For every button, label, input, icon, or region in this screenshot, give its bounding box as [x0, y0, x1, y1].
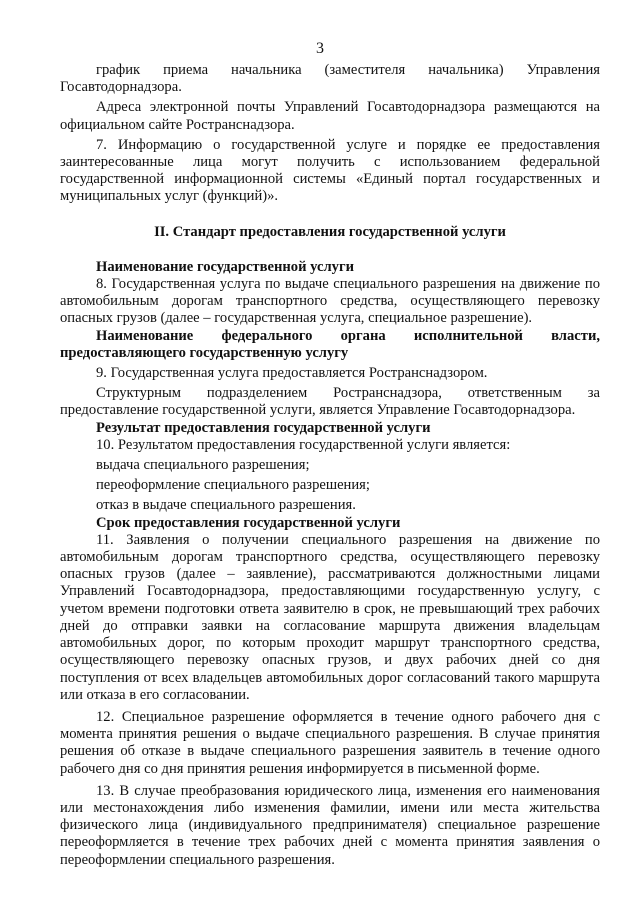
- heading-result: Результат предоставления государственной услуги: [96, 419, 431, 436]
- heading-service-name: Наименование государственной услуги: [96, 258, 354, 275]
- document-body: [60, 62, 600, 869]
- section-title: II. Стандарт предоставления государственной услуги: [154, 223, 506, 240]
- paragraph-10: 10. Результатом предоставления государственной услуги является:: [96, 436, 511, 453]
- paragraph-9: 9. Государственная услуга предоставляется Ространснадзором.: [96, 365, 488, 382]
- paragraph-structural-unit: Структурным подразделением Ространснадзора, ответственным за предоставление государственной услуги, является Управление Госавтодорнадзора.: [60, 385, 600, 419]
- result-item-refusal: отказ в выдаче специального разрешения.: [96, 497, 356, 514]
- page-number: 3: [316, 40, 324, 57]
- paragraph-7: 7. Информацию о государственной услуге и порядке ее предоставления заинтересованные лица могут получить с использованием федеральной государственной информационной системы «Единый портал государственных и муниципальных услуг (функций)».: [60, 136, 600, 205]
- paragraph-11: 11. Заявления о получении специального разрешения на движение по автомобильным дорогам транспортного средства, осуществляющего перевозку опасных грузов (далее – заявление), рассматриваются должностными лицами Управлений Госавтодорнадзора, предоставляющими государственную услугу, с учетом времени подготовки ответа заявителю в срок, не превышающий трех рабочих дней до отправки заявки на согласование маршрута движения владельцам автомобильных дорог, по которым проходит маршрут транспортного средства, осуществляющего перевозку опасных грузов, и двух рабочих дней со дня поступления от всех владельцев автомобильных дорог согласований такого маршрута или отказа в его согласовании.: [60, 531, 600, 703]
- paragraph-12: 12. Специальное разрешение оформляется в течение одного рабочего дня с момента принятия решения о выдаче специального разрешения. В случае принятия решения об отказе в выдаче специального разрешения заявитель в течение одного рабочего дня со дня принятия решения информируется в письменной форме.: [60, 708, 600, 777]
- result-item-issue: выдача специального разрешения;: [96, 457, 310, 474]
- paragraph-email: Адреса электронной почты Управлений Госавтодорнадзора размещаются на официальном сайте Ространснадзора.: [60, 99, 600, 133]
- heading-authority: Наименование федерального органа исполнительной власти, предоставляющего государственную услугу: [60, 327, 600, 361]
- paragraph-8: 8. Государственная услуга по выдаче специального разрешения на движение по автомобильным дорогам транспортного средства, осуществляющего перевозку опасных грузов (далее – государственная услуга, специальное разрешение).: [60, 276, 600, 327]
- heading-term: Срок предоставления государственной услуги: [96, 514, 401, 531]
- paragraph-13: 13. В случае преобразования юридического лица, изменения его наименования или местонахождения либо изменения фамилии, имени или места жительства физического лица (индивидуального предпринимателя) специальное разрешение переоформляется в течение трех рабочих дней с момента принятия заявления о переоформлении специального разрешения.: [60, 782, 600, 868]
- paragraph-schedule: график приема начальника (заместителя начальника) Управления Госавтодорнадзора.: [60, 62, 600, 96]
- result-item-reissue: переоформление специального разрешения;: [96, 477, 370, 494]
